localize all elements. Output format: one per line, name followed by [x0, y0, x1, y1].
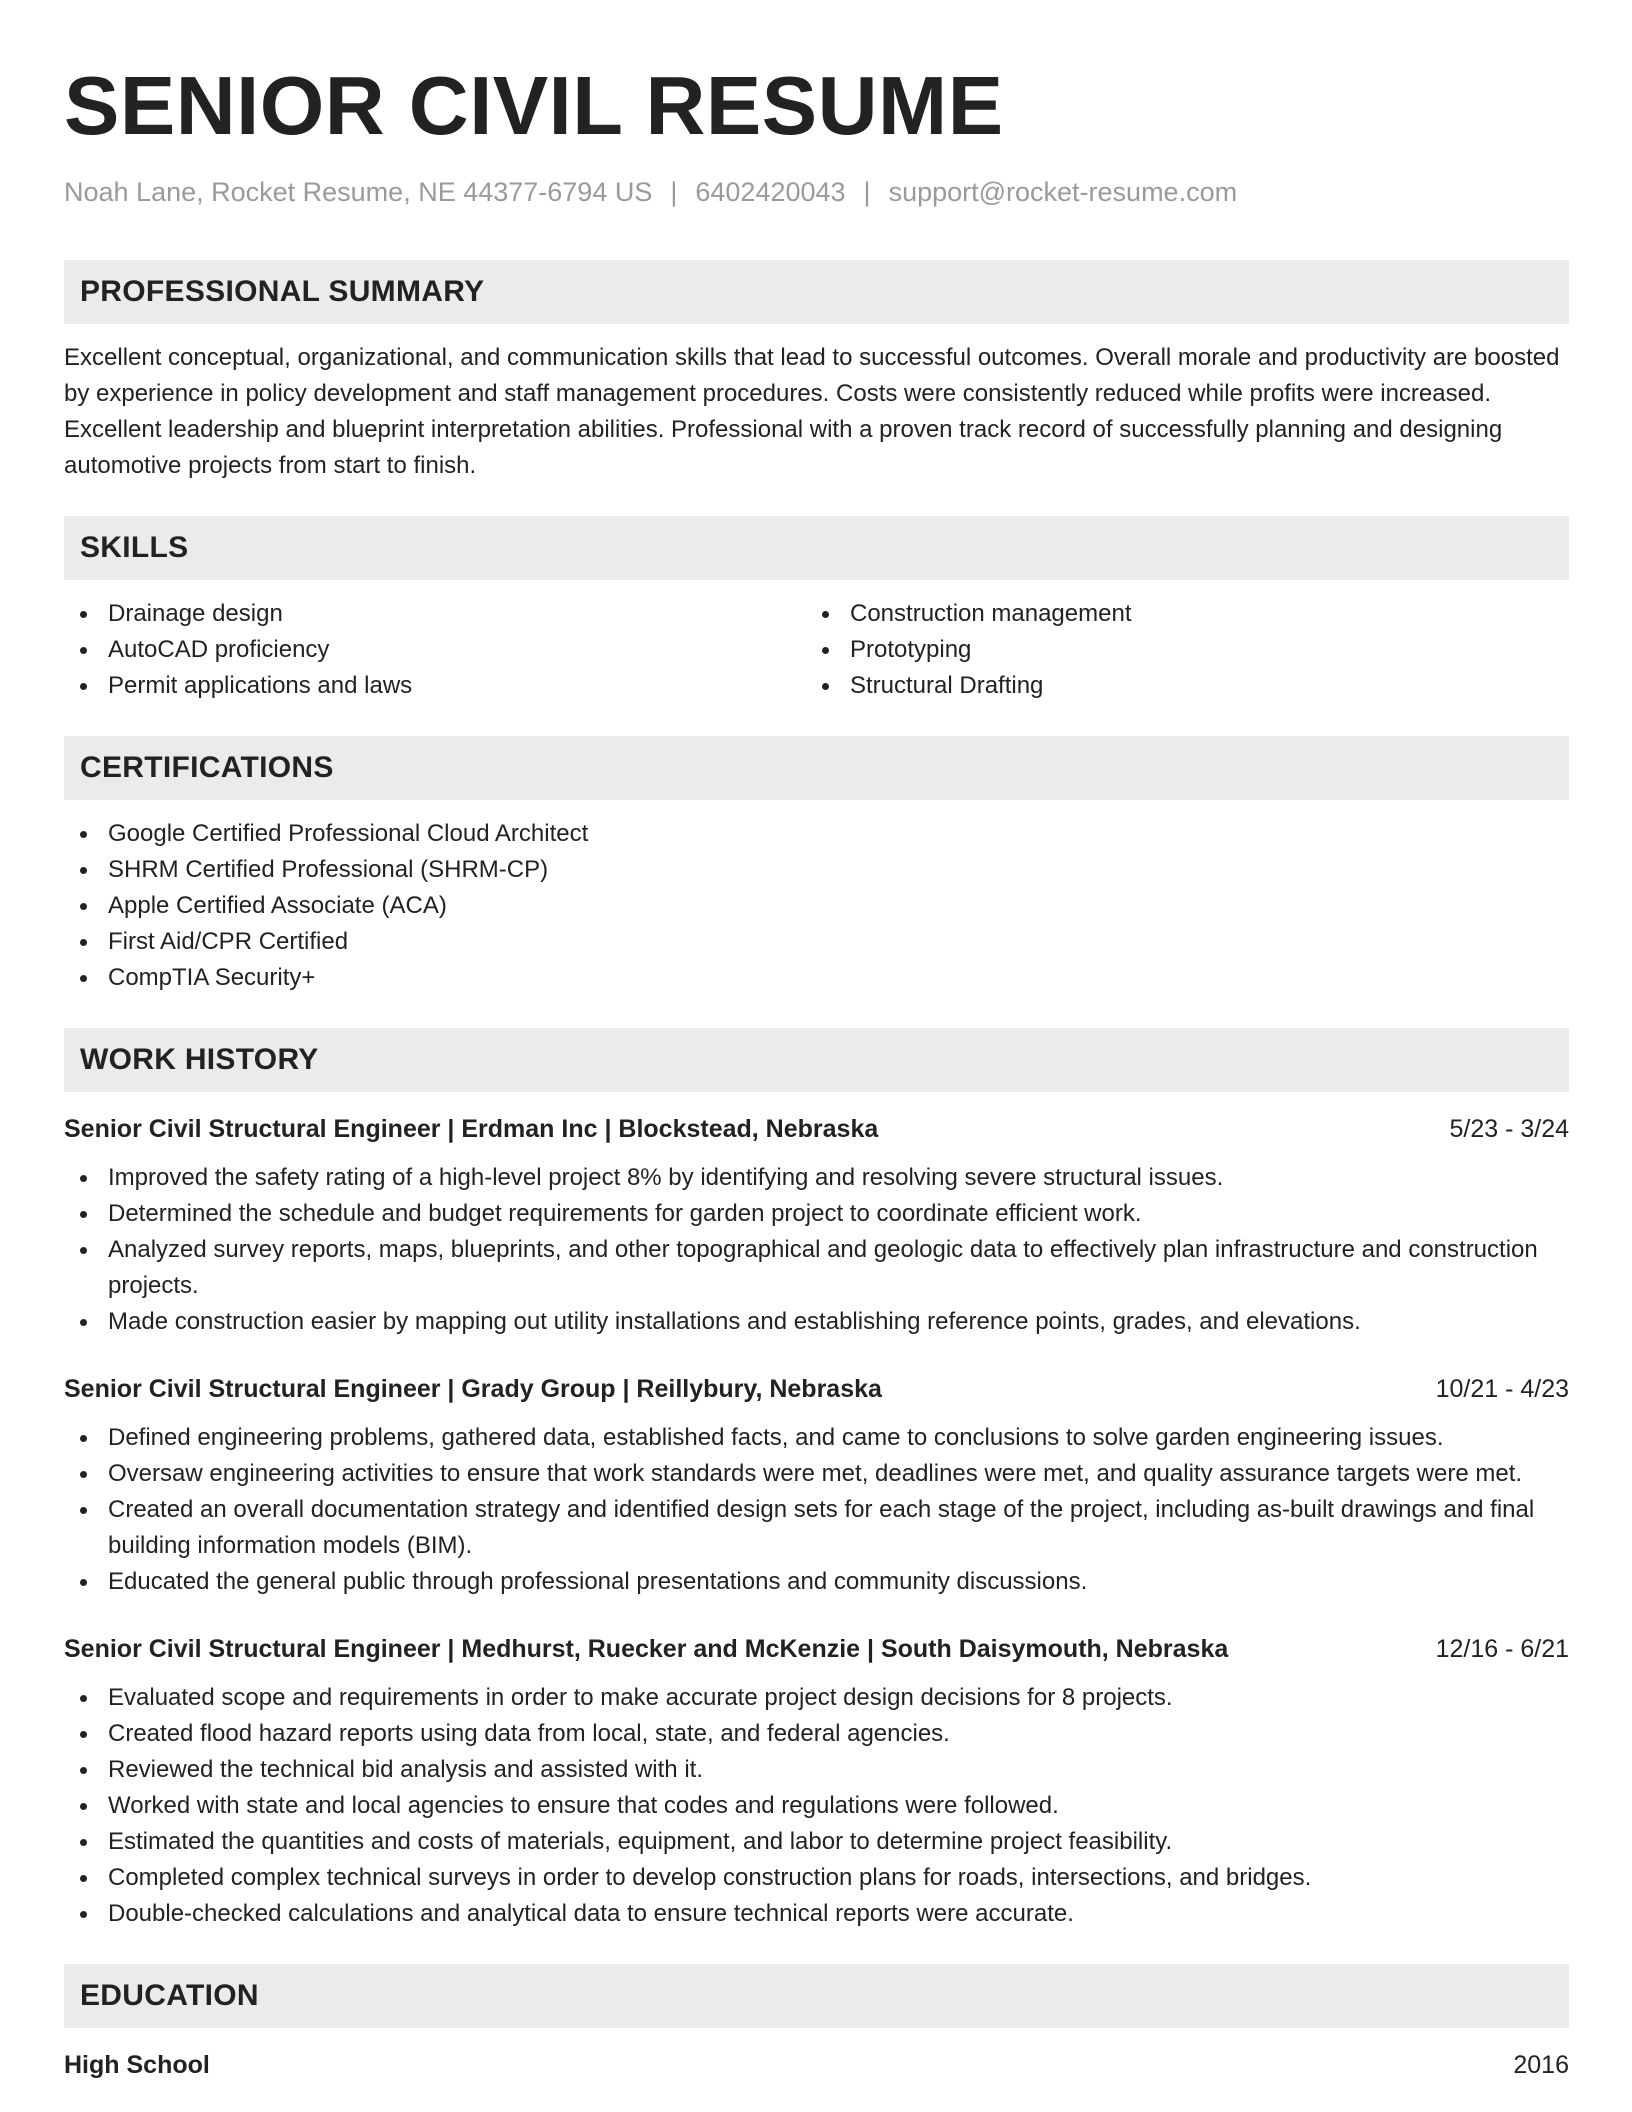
contact-separator: |: [863, 177, 871, 207]
skill-item: AutoCAD proficiency: [64, 632, 806, 668]
job-bullet: Analyzed survey reports, maps, blueprints, and other topographical and geologic data to effectively plan infrastructure and construction projects.: [64, 1232, 1569, 1304]
skill-item: Prototyping: [806, 632, 1548, 668]
contact-line: [64, 176, 1569, 208]
job-bullet: Estimated the quantities and costs of materials, equipment, and labor to determine project feasibility.: [64, 1824, 1569, 1860]
section-header-skills: [64, 516, 1569, 580]
section-heading: EDUCATION: [80, 1979, 259, 2012]
section-header-summary: [64, 260, 1569, 324]
skill-item: Permit applications and laws: [64, 668, 806, 704]
skill-item: Structural Drafting: [806, 668, 1548, 704]
job-title: Senior Civil Structural Engineer | Erdman Inc | Blockstead, Nebraska: [64, 1115, 879, 1143]
skills-list-left: [64, 596, 806, 704]
job-header: [64, 1372, 1569, 1406]
certification-item: Apple Certified Associate (ACA): [64, 888, 1569, 924]
certification-item: CompTIA Security+: [64, 960, 1569, 996]
contact-address: Noah Lane, Rocket Resume, NE 44377-6794 US: [64, 177, 653, 207]
section-heading: SKILLS: [80, 531, 189, 564]
section-header-certifications: [64, 736, 1569, 800]
job-header: [64, 1632, 1569, 1666]
job-bullet: Completed complex technical surveys in order to develop construction plans for roads, intersections, and bridges.: [64, 1860, 1569, 1896]
education-entry: [64, 2048, 1569, 2082]
job-entry: [64, 1632, 1569, 1932]
job-bullets: [64, 1420, 1569, 1600]
job-dates: 5/23 - 3/24: [1449, 1115, 1569, 1143]
certification-item: Google Certified Professional Cloud Architect: [64, 816, 1569, 852]
skills-grid: [64, 596, 1569, 704]
job-bullet: Oversaw engineering activities to ensure that work standards were met, deadlines were met, and quality assurance targets were met.: [64, 1456, 1569, 1492]
job-bullet: Made construction easier by mapping out utility installations and establishing reference points, grades, and elevations.: [64, 1304, 1569, 1340]
contact-phone: 6402420043: [695, 177, 846, 207]
section-header-education: [64, 1964, 1569, 2028]
education-school: High School: [64, 2051, 210, 2079]
skills-list-right: [806, 596, 1548, 704]
contact-separator: |: [670, 177, 678, 207]
job-title: Senior Civil Structural Engineer | Grady Group | Reillybury, Nebraska: [64, 1375, 882, 1403]
job-entry: [64, 1372, 1569, 1600]
job-entry: [64, 1112, 1569, 1340]
job-dates: 10/21 - 4/23: [1435, 1375, 1569, 1403]
summary-text: Excellent conceptual, organizational, and communication skills that lead to successful outcomes. Overall morale and productivity are boosted by experience in policy development and staff management procedures. Costs were consistently reduced while profits were increased. Excellent leadership and blueprint interpretation abilities. Professional with a proven track record of successfully planning and designing automotive projects from start to finish.: [64, 344, 1560, 479]
job-bullet: Double-checked calculations and analytical data to ensure technical reports were accurate.: [64, 1896, 1569, 1932]
job-bullet: Defined engineering problems, gathered data, established facts, and came to conclusions to solve garden engineering issues.: [64, 1420, 1569, 1456]
section-heading: PROFESSIONAL SUMMARY: [80, 275, 485, 308]
job-bullet: Created flood hazard reports using data from local, state, and federal agencies.: [64, 1716, 1569, 1752]
certifications-list: [64, 816, 1569, 996]
skill-item: Drainage design: [64, 596, 806, 632]
contact-email: support@rocket-resume.com: [888, 177, 1238, 207]
job-bullets: [64, 1680, 1569, 1932]
resume-title: SENIOR CIVIL RESUME: [64, 59, 1004, 152]
job-header: [64, 1112, 1569, 1146]
job-dates: 12/16 - 6/21: [1435, 1635, 1569, 1663]
skill-item: Construction management: [806, 596, 1548, 632]
job-bullet: Reviewed the technical bid analysis and assisted with it.: [64, 1752, 1569, 1788]
job-bullet: Educated the general public through professional presentations and community discussions.: [64, 1564, 1569, 1600]
job-bullets: [64, 1160, 1569, 1340]
section-heading: CERTIFICATIONS: [80, 751, 334, 784]
resume-page: [64, 0, 1569, 2082]
section-header-work-history: [64, 1028, 1569, 1092]
job-bullet: Created an overall documentation strategy and identified design sets for each stage of the project, including as-built drawings and final building information models (BIM).: [64, 1492, 1569, 1564]
education-year: 2016: [1513, 2051, 1569, 2079]
job-bullet: Determined the schedule and budget requirements for garden project to coordinate efficient work.: [64, 1196, 1569, 1232]
job-bullet: Worked with state and local agencies to ensure that codes and regulations were followed.: [64, 1788, 1569, 1824]
certification-item: SHRM Certified Professional (SHRM-CP): [64, 852, 1569, 888]
job-title: Senior Civil Structural Engineer | Medhurst, Ruecker and McKenzie | South Daisymouth, Nebraska: [64, 1635, 1229, 1663]
job-bullet: Evaluated scope and requirements in order to make accurate project design decisions for 8 projects.: [64, 1680, 1569, 1716]
section-heading: WORK HISTORY: [80, 1043, 319, 1076]
job-bullet: Improved the safety rating of a high-level project 8% by identifying and resolving severe structural issues.: [64, 1160, 1569, 1196]
certification-item: First Aid/CPR Certified: [64, 924, 1569, 960]
